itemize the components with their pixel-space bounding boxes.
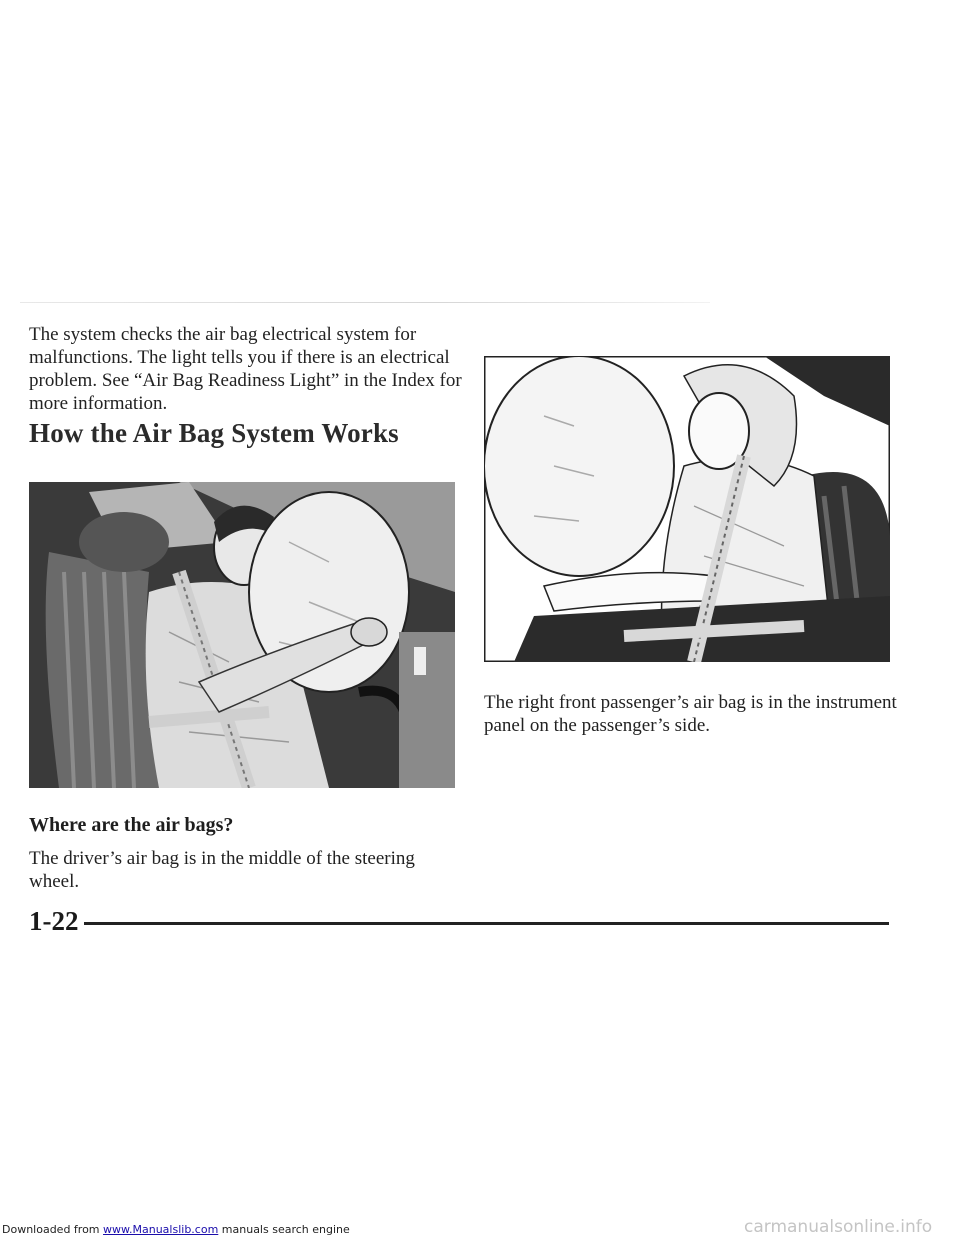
footer-prefix: Downloaded from <box>2 1223 104 1236</box>
page-number: 1-22 <box>29 906 79 936</box>
passenger-airbag-illustration <box>484 356 890 662</box>
manualslib-link[interactable]: www.Manualslib.com <box>103 1223 219 1236</box>
driver-airbag-illustration <box>29 482 455 788</box>
passenger-airbag-text: The right front passenger’s air bag is in the instrument panel on the passenger’s side. <box>484 692 897 736</box>
download-footer <box>2 1223 350 1236</box>
section-heading: How the Air Bag System Works <box>29 418 399 448</box>
subheading-where-airbags: Where are the air bags? <box>29 814 234 836</box>
watermark: carmanualsonline.info <box>744 1217 933 1237</box>
top-divider <box>20 302 710 303</box>
driver-airbag-text: The driver’s air bag is in the middle of the steering wheel. <box>29 848 415 892</box>
intro-paragraph: The system checks the air bag electrical system for malfunctions. The light tells you if there is an electrical problem. See “Air Bag Readiness Light” in the Index for more information. <box>29 324 462 414</box>
footer-suffix: manuals search engine <box>218 1223 350 1236</box>
bottom-divider <box>84 922 889 925</box>
